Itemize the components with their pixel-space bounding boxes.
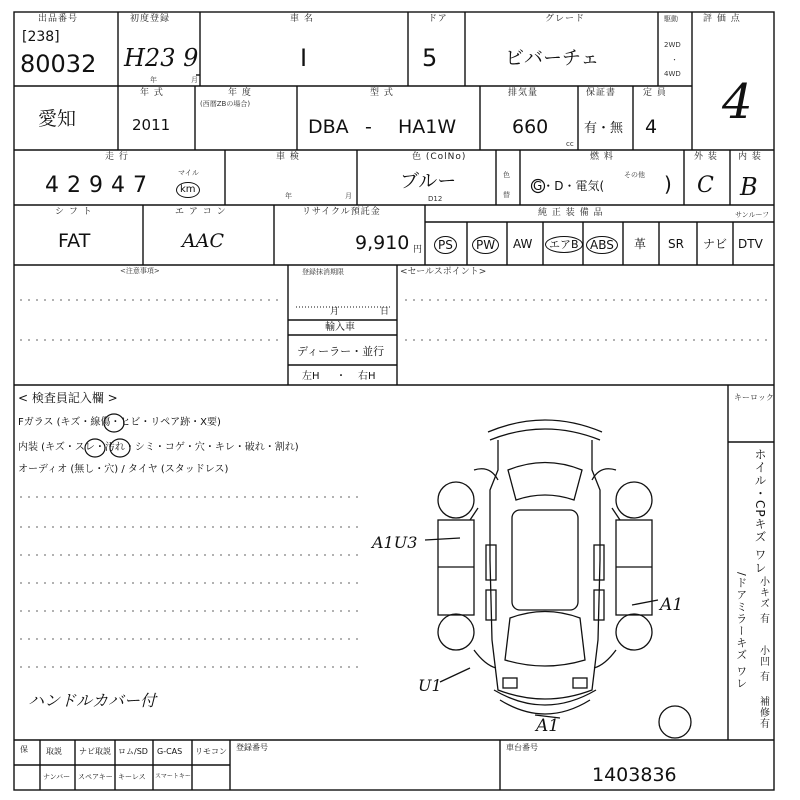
drive-2wd: 2WD (664, 41, 681, 49)
sunroof-note: サンルーフ (735, 211, 770, 219)
footer-cell-number: ナンバー (43, 773, 71, 781)
exterior-value: C (697, 173, 714, 198)
equip-pw: PW (472, 236, 499, 254)
recycle-label: リサイクル預託金 (302, 207, 381, 217)
doors-label: ドア (428, 14, 448, 24)
vertical-note-5: 補修有 (757, 696, 769, 729)
month-unit: 月 (191, 76, 198, 84)
inspector-line-1: Fガラス (キズ・線傷・ヒビ・リペア跡・X要) (18, 417, 221, 428)
color-side-2: 替 (503, 191, 510, 199)
footer-frame-label: 車台番号 (506, 743, 538, 752)
color-label: 色 (ColNo) (412, 152, 467, 162)
equip-dtv: DTV (738, 237, 763, 251)
mark-left: A1U3 (372, 533, 418, 552)
first-reg-value: H23 9 (124, 44, 199, 72)
footer-side-label: 保 (20, 745, 28, 754)
recycle-value: 9,910 (355, 232, 410, 254)
key-lock-label: キーロック (734, 393, 774, 402)
inspection-label: 車 検 (276, 152, 300, 162)
mileage-value: 42947 (45, 173, 155, 198)
equipment-label: 純 正 装 備 品 (538, 208, 604, 218)
grade-value: ビバーチェ (505, 47, 600, 69)
footer-reg-label: 登録番号 (236, 743, 268, 752)
drive-4wd: 4WD (664, 70, 681, 78)
cc-label: 排気量 (508, 88, 539, 98)
warranty-value: 有・無 (584, 121, 624, 136)
ac-value: AAC (182, 230, 224, 252)
fuel-other: その他 (624, 171, 645, 179)
footer-cell-gcas: G-CAS (157, 747, 183, 756)
equip-leather: 革 (634, 237, 647, 251)
interior-value: B (740, 173, 758, 201)
grade-label: グレード (545, 14, 586, 24)
color-value: ブルー (400, 170, 457, 192)
warranty-label: 保証書 (586, 88, 617, 98)
footer-cell-navi-manual: ナビ取説 (79, 747, 111, 756)
fuel-label: 燃 料 (590, 152, 614, 162)
ac-label: エ ア コ ン (175, 207, 227, 217)
inspection-month: 月 (345, 192, 352, 200)
region-value: 愛知 (38, 108, 77, 130)
color-side-1: 色 (503, 171, 510, 179)
dealer-label: ディーラー・並行 (297, 345, 385, 358)
handle-left: 左H (302, 371, 320, 382)
inspector-line-2: 内装 (キズ・スレ・汚れ・シミ・コゲ・穴・キレ・破れ・割れ) (18, 442, 299, 453)
auction-sheet: 出品番号 [238] 80032 初度登録 H23 9 年 月 車 名 I ドア 5 グレード ビバーチェ 駆動 2WD ・ 4WD 評 価 点 4 愛知 年 式 2011 年 度 (西暦ZBの場合) 型 式 DBA - HA1W 排気量 660 cc 保証書 有・無 定 員 4 走 行 42947 マイル km 車 検 年 月 色 (ColNo) ブルー D12 色 替 燃 料 G・D・電気( その他 ) 外 装 C 内 装 B シ フ ト FAT エ ア コ ン AAC リサイクル預託金 9,910 円 純 正 装 備 品 サンルーフ PS PW AW エアB ABS 革 SR ナビ DTV <注意事項> 登録抹消期限 月 日 輸入車 ディーラー・並行 左H ・ 右H <セールスポイント> < 検査員記入欄 > Fガラス (キズ・線傷・ヒビ・リペア跡・X要) 内装 (キズ・スレ・汚れ・シミ・コゲ・穴・キレ・破れ・割れ) オーディオ (無し・穴) / タイヤ (スタッドレス) キーロック ハンドルカバー付 ホイル・CPキズ ワレ /ドアミラーキズ ワレ 小キズ 有 小凹 有 補修有 A1U3 A1 U1 A1 保 取説 ナビ取説 ロム/SD G-CAS リモコン ナンバー スペアキー キーレス スマートキー 登録番号 車台番号 1403836 (0, 0, 800, 800)
equip-ps: PS (434, 236, 457, 254)
equip-sr: SR (668, 237, 684, 251)
drive-label: 駆動 (664, 15, 678, 23)
lot-number: 80032 (20, 50, 97, 78)
sales-label: <セールスポイント> (400, 267, 487, 277)
color-code: D12 (428, 195, 443, 203)
vertical-note-1: ホイル・CPキズ ワレ (753, 448, 767, 575)
footer-cell-rom: ロム/SD (118, 747, 148, 756)
footer-cell-manual: 取説 (46, 747, 62, 756)
year-label: 年 式 (140, 88, 164, 98)
inspection-year: 年 (285, 192, 292, 200)
mark-right: A1 (660, 595, 684, 615)
equip-airbag: エアB (545, 236, 583, 253)
handle-right: 右H (358, 371, 376, 382)
mark-bottom: A1 (536, 716, 560, 736)
cc-unit: cc (566, 140, 574, 148)
fuel-close: ) (664, 172, 672, 196)
exterior-label: 外 装 (694, 152, 718, 162)
footer-cell-keyless: キーレス (118, 773, 146, 781)
type-code: HA1W (398, 116, 457, 138)
equip-aw: AW (513, 237, 533, 251)
equip-abs: ABS (586, 236, 618, 254)
lot-label: 出品番号 (38, 14, 79, 24)
type-prefix: DBA (308, 116, 349, 138)
type-dash: - (365, 116, 372, 138)
model-value: I (300, 44, 308, 72)
season-label: 年 度 (228, 88, 252, 98)
first-reg-label: 初度登録 (130, 14, 171, 24)
footer-cell-spare-key: スペアキー (78, 773, 113, 781)
deadline-month: 月 (330, 307, 340, 317)
cc-value: 660 (512, 116, 549, 138)
footer-cell-remote: リモコン (195, 747, 227, 756)
shift-label: シ フ ト (55, 207, 93, 217)
deadline-label: 登録抹消期限 (302, 268, 344, 276)
lot-bracket: [238] (22, 29, 60, 45)
score-label: 評 価 点 (703, 14, 741, 24)
inspector-title: < 検査員記入欄 > (18, 391, 118, 405)
shift-value: FAT (58, 230, 91, 252)
recycle-unit: 円 (413, 245, 423, 255)
type-label: 型 式 (370, 88, 394, 98)
doors-value: 5 (422, 44, 438, 72)
deadline-day: 日 (380, 307, 390, 317)
footer-cell-smart-key: スマートキー (155, 773, 191, 780)
mileage-label: 走 行 (105, 152, 129, 162)
fuel-value: G・D・電気( (533, 179, 605, 193)
score-value: 4 (722, 74, 753, 130)
mark-bottom-left: U1 (418, 676, 442, 695)
vertical-note-3: 小キズ 有 (757, 576, 769, 625)
vertical-note-2: /ドアミラーキズ ワレ (734, 572, 748, 690)
handle-sep: ・ (336, 371, 346, 382)
interior-label: 内 装 (738, 152, 762, 162)
vertical-note-4: 小凹 有 (757, 645, 769, 683)
handwritten-note: ハンドルカバー付 (28, 691, 157, 710)
year-value: 2011 (132, 116, 171, 134)
capacity-label: 定 員 (643, 88, 667, 98)
unit-mile: マイル (178, 169, 199, 177)
caution-label: <注意事項> (120, 267, 160, 275)
season-note: (西暦ZBの場合) (200, 100, 251, 108)
frame-number: 1403836 (592, 764, 677, 786)
unit-km: km (176, 182, 200, 198)
year-unit: 年 (150, 76, 157, 84)
model-label: 車 名 (290, 14, 314, 24)
inspector-line-3: オーディオ (無し・穴) / タイヤ (スタッドレス) (18, 464, 229, 475)
import-label: 輸入車 (325, 322, 355, 333)
equip-navi: ナビ (703, 237, 728, 251)
capacity-value: 4 (645, 116, 658, 138)
